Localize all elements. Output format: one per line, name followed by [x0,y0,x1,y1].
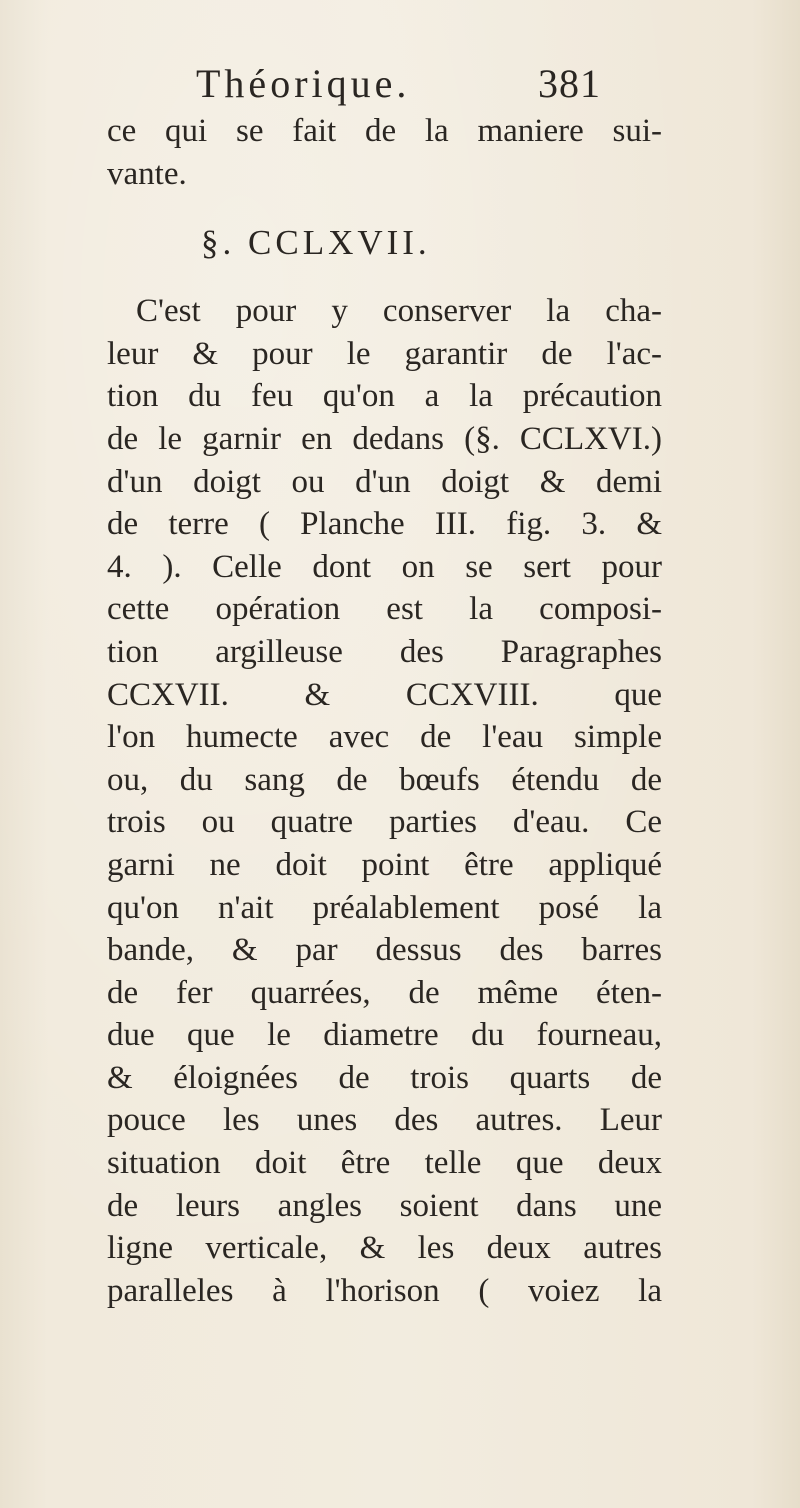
page-text [107,102,662,1312]
text-line: de leurs angles soient dans une [107,1187,662,1224]
text-line: cette opération est la composi- [107,591,662,628]
running-head-title: Théorique. [196,61,411,106]
text-line: ce qui se fait de la maniere sui- [107,113,662,149]
text-line: CCXVII. & CCXVIII. que [107,676,662,713]
text-line: de fer quarrées, de même éten- [107,974,662,1011]
text-line: paralleles à l'horison ( voiez la [107,1272,662,1309]
text-line: qu'on n'ait préalablement posé la [107,889,662,926]
text-line: trois ou quatre parties d'eau. Ce [107,804,662,841]
section-heading: §. CCLXVII. [201,223,431,263]
text-line: situation doit être telle que deux [107,1145,662,1182]
text-line: l'on humecte avec de l'eau simple [107,719,662,756]
text-line: d'un doigt ou d'un doigt & demi [107,463,662,500]
text-line: leur & pour le garantir de l'ac- [107,335,662,372]
text-line: due que le diametre du fourneau, [107,1017,662,1054]
text-line: garni ne doit point être appliqué [107,846,662,883]
text-line: C'est pour y conserver la cha- [136,293,662,330]
text-line: ligne verticale, & les deux autres [107,1230,662,1267]
text-line: 4. ). Celle dont on se sert pour [107,548,662,585]
text-line: pouce les unes des autres. Leur [107,1102,662,1139]
text-line: tion du feu qu'on a la précaution [107,378,662,415]
text-line: tion argilleuse des Paragraphes [107,633,662,670]
page-number: 381 [538,61,601,106]
text-line: vante. [107,155,187,192]
text-line: & éloignées de trois quarts de [107,1059,662,1096]
text-line: ou, du sang de bœufs étendu de [107,761,662,798]
text-line: bande, & par dessus des barres [107,932,662,969]
text-line: de terre ( Planche III. fig. 3. & [107,506,662,543]
text-line: de le garnir en dedans (§. CCLXVI.) [107,420,662,457]
